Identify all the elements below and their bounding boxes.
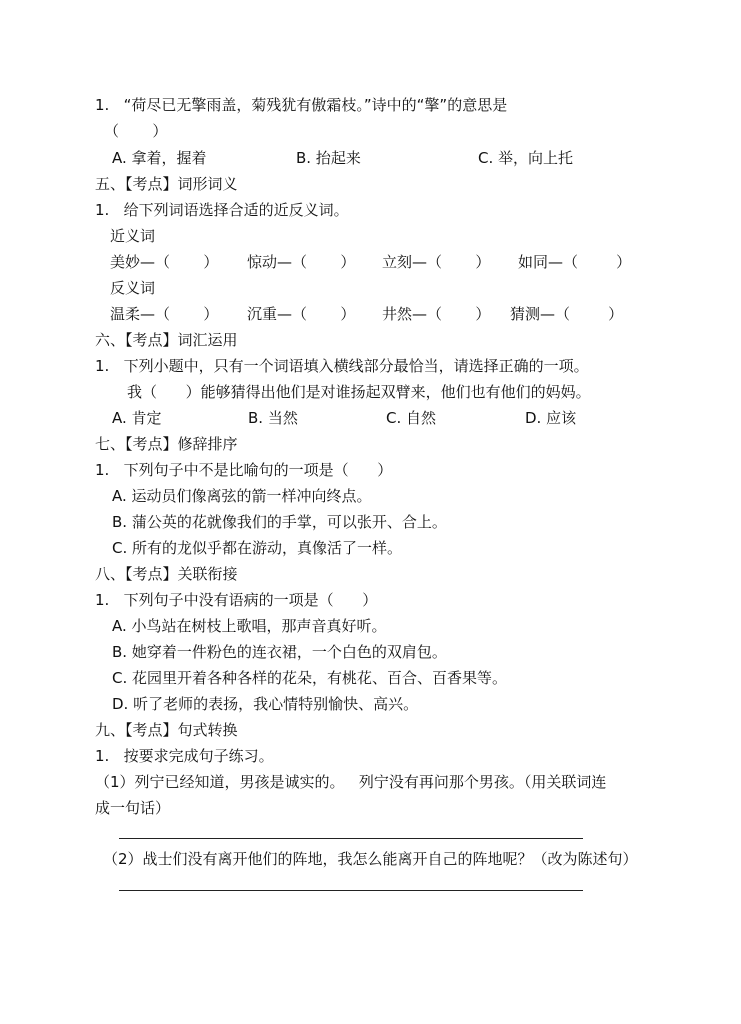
sub-question-2: （2）战士们没有离开他们的阵地，我怎么能离开自己的阵地呢？（改为陈述句） bbox=[103, 850, 638, 868]
synonym-item[interactable]: 立刻—（ ） bbox=[382, 253, 491, 271]
section-heading-9: 九、【考点】句式转换 bbox=[95, 721, 238, 739]
option-c[interactable]: C. 举，向上托 bbox=[478, 149, 574, 167]
question-1-word-usage: 1. 下列小题中，只有一个词语填入横线部分最恰当，请选择正确的一项。 bbox=[95, 357, 589, 375]
antonyms-label: 反义词 bbox=[110, 279, 156, 297]
question-1-synonyms: 1. 给下列词语选择合适的近反义词。 bbox=[95, 201, 349, 219]
antonym-item[interactable]: 温柔—（ ） bbox=[110, 305, 219, 323]
synonym-item[interactable]: 惊动—（ ） bbox=[247, 253, 356, 271]
antonym-item[interactable]: 猜测—（ ） bbox=[510, 305, 624, 323]
option-a[interactable]: A. 肯定 bbox=[112, 409, 162, 427]
section-heading-5: 五、【考点】词形词义 bbox=[95, 175, 238, 193]
option-b[interactable]: B. 抬起来 bbox=[296, 149, 361, 167]
question-1-sentence-transform: 1. 按要求完成句子练习。 bbox=[95, 747, 274, 765]
option-a[interactable]: A. 运动员们像离弦的箭一样冲向终点。 bbox=[112, 487, 372, 505]
section-heading-8: 八、【考点】关联衔接 bbox=[95, 565, 238, 583]
sub-question-1-line1: （1）列宁已经知道，男孩是诚实的。 列宁没有再问那个男孩。（用关联词连 bbox=[95, 773, 607, 791]
answer-line-2[interactable] bbox=[119, 890, 583, 891]
option-d[interactable]: D. 听了老师的表扬，我心情特别愉快、高兴。 bbox=[112, 695, 419, 713]
antonym-item[interactable]: 沉重—（ ） bbox=[247, 305, 356, 323]
answer-blank[interactable]: （ ） bbox=[104, 122, 168, 140]
option-b[interactable]: B. 当然 bbox=[248, 409, 298, 427]
question-1-grammar: 1. 下列句子中没有语病的一项是（ ） bbox=[95, 591, 378, 609]
question-1-rhetoric: 1. 下列句子中不是比喻句的一项是（ ） bbox=[95, 461, 393, 479]
synonym-item[interactable]: 如同—（ ） bbox=[518, 253, 632, 271]
section-heading-7: 七、【考点】修辞排序 bbox=[95, 435, 238, 453]
option-b[interactable]: B. 蒲公英的花就像我们的手掌，可以张开、合上。 bbox=[112, 513, 447, 531]
option-d[interactable]: D. 应该 bbox=[525, 409, 577, 427]
option-b[interactable]: B. 她穿着一件粉色的连衣裙，一个白色的双肩包。 bbox=[112, 643, 447, 661]
synonym-item[interactable]: 美妙—（ ） bbox=[110, 253, 219, 271]
sub-question-1-line2: 成一句话） bbox=[95, 799, 171, 817]
antonym-item[interactable]: 井然—（ ） bbox=[382, 305, 491, 323]
question-sentence: 我（ ）能够猜得出他们是对谁扬起双臂来，他们也有他们的妈妈。 bbox=[127, 383, 591, 401]
question-1-poem: 1. “荷尽已无擎雨盖，菊残犹有傲霜枝。”诗中的“擎”的意思是 bbox=[95, 96, 508, 114]
option-a[interactable]: A. 小鸟站在树枝上歌唱，那声音真好听。 bbox=[112, 617, 387, 635]
option-c[interactable]: C. 所有的龙似乎都在游动，真像活了一样。 bbox=[112, 539, 403, 557]
option-c[interactable]: C. 自然 bbox=[386, 409, 437, 427]
synonyms-label: 近义词 bbox=[110, 227, 156, 245]
answer-line-1[interactable] bbox=[119, 838, 583, 839]
section-heading-6: 六、【考点】词汇运用 bbox=[95, 331, 238, 349]
option-a[interactable]: A. 拿着，握着 bbox=[112, 149, 207, 167]
option-c[interactable]: C. 花园里开着各种各样的花朵，有桃花、百合、百香果等。 bbox=[112, 669, 508, 687]
